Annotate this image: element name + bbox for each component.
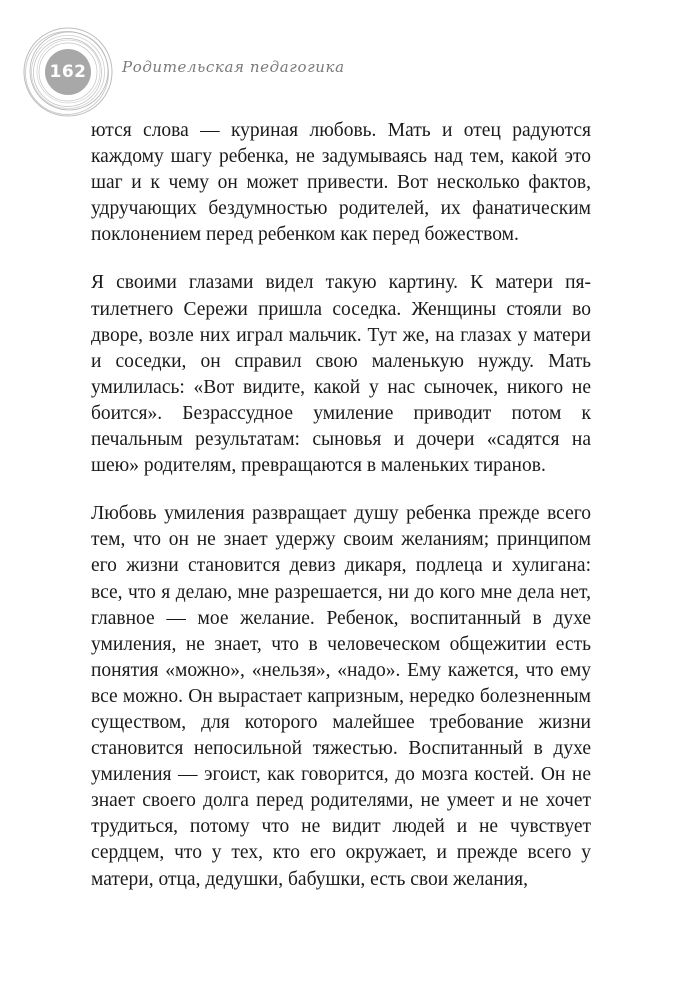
- page-header: [20, 24, 660, 120]
- paragraph-1: ются слова — куриная любовь. Мать и отец радуются каждому шагу ребенка, не задумываясь над тем, какой это шаг и к чему он может привести. Вот несколько фактов, удручающих бездумностью родителей, их фанатическим поклонением перед ребенком как перед божеством.: [91, 120, 591, 246]
- paragraph-2: Я своими глазами видел такую картину. К матери пятилетнего Сережи пришла соседка. Женщины стояли во дворе, возле них играл мальчик. Тут же, на глазах у матери и соседки, он справил свою маленькую нужду. Мать умилилась: «Вот видите, какой у нас сыночек, никого не боится». Безрассудное умиление приводит потом к печальным результатам: сыновья и дочери «садятся на шею» родителям, превращаются в маленьких тиранов.: [91, 272, 591, 477]
- page-number: 162: [45, 49, 91, 95]
- page-number-badge: [20, 24, 116, 120]
- body-text: [91, 118, 591, 893]
- running-title: Родительская педагогика: [122, 58, 345, 76]
- paragraph-3: Любовь умиления развращает душу ребенка прежде всего тем, что он не знает удержу своим желаниям; принципом его жизни становится девиз дикаря, подлеца и хулигана: все, что я делаю, мне разрешается, ни до кого мне дела нет, главное — мое желание. Ребенок, воспитанный в духе умиления, не знает, что в человеческом общежитии есть понятия «можно», «нельзя», «надо». Ему кажется, что ему все можно. Он вырастает капризным, нередко болезненным существом, для которого малейшее требование жизни становится непосильной тяжестью. Воспитанный в духе умиления — эгоист, как говорится, до мозга костей. Он не знает своего долга перед родителями, не умеет и не хочет трудиться, потому что не видит людей и не чувствует сердцем, что у тех, кто его окружает, и прежде всего у матери, отца, дедушки, бабушки, есть свои желания,: [91, 503, 591, 890]
